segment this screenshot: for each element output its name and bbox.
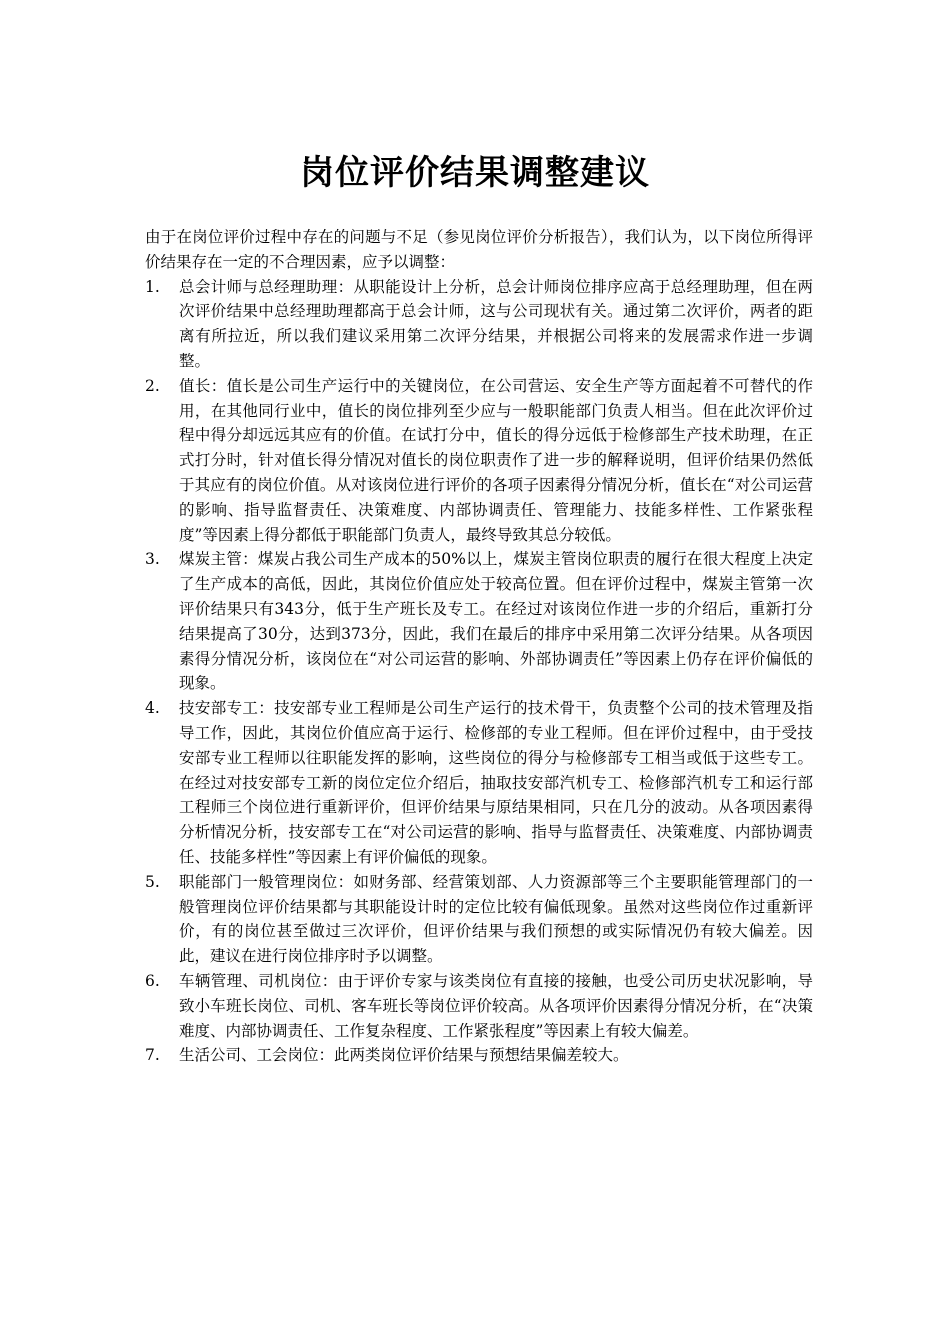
document-body <box>145 225 813 1068</box>
list-item-number: 1. <box>145 277 160 296</box>
list-item-number: 3. <box>145 550 160 569</box>
recommendation-list <box>145 275 813 1069</box>
list-item-text: 生活公司、工会岗位：此两类岗位评价结果与预想结果偏差较大。 <box>179 1046 629 1065</box>
list-item <box>145 969 813 1043</box>
list-item-text: 车辆管理、司机岗位：由于评价专家与该类岗位有直接的接触，也受公司历史状况影响，导致小车班长岗位、司机、客车班长等岗位评价较高。从各项评价因素得分情况分析，在“决策难度、内部协调责任、工作复杂程度、工作紧张程度”等因素上有较大偏差。 <box>179 971 813 1040</box>
list-item-text: 煤炭主管：煤炭占我公司生产成本的50%以上，煤炭主管岗位职责的履行在很大程度上决定了生产成本的高低，因此，其岗位价值应处于较高位置。但在评价过程中，煤炭主管第一次评价结果只有343分，低于生产班长及专工。在经过对该岗位作进一步的介绍后，重新打分结果提高了30分，达到373分，因此，我们在最后的排序中采用第二次评分结果。从各项因素得分情况分析，该岗位在“对公司运营的影响、外部协调责任”等因素上仍存在评价偏低的现象。 <box>179 550 813 693</box>
list-item-number: 2. <box>145 376 160 395</box>
list-item-text: 值长：值长是公司生产运行中的关键岗位，在公司营运、安全生产等方面起着不可替代的作用，在其他同行业中，值长的岗位排列至少应与一般职能部门负责人相当。但在此次评价过程中得分却远远其应有的价值。在试打分中，值长的得分远低于检修部生产技术助理，在正式打分时，针对值长得分情况对值长的岗位职责作了进一步的解释说明，但评价结果仍然低于其应有的岗位价值。从对该岗位进行评价的各项子因素得分情况分析，值长在“对公司运营的影响、指导监督责任、决策难度、内部协调责任、管理能力、技能多样性、工作紧张程度”等因素上得分都低于职能部门负责人，最终导致其总分较低。 <box>179 376 813 544</box>
list-item-text: 总会计师与总经理助理：从职能设计上分析，总会计师岗位排序应高于总经理助理，但在两次评价结果中总经理助理都高于总会计师，这与公司现状有关。通过第二次评价，两者的距离有所拉近，所以我们建议采用第二次评分结果，并根据公司将来的发展需求作进一步调整。 <box>179 277 813 370</box>
list-item-text: 职能部门一般管理岗位：如财务部、经营策划部、人力资源部等三个主要职能管理部门的一般管理岗位评价结果都与其职能设计时的定位比较有偏低现象。虽然对这些岗位作过重新评价，有的岗位甚至做过三次评价，但评价结果与我们预想的或实际情况仍有较大偏差。因此，建议在进行岗位排序时予以调整。 <box>179 872 813 966</box>
intro-paragraph: 由于在岗位评价过程中存在的问题与不足（参见岗位评价分析报告），我们认为，以下岗位所得评价结果存在一定的不合理因素，应予以调整： <box>145 228 813 271</box>
page-title: 岗位评价结果调整建议 <box>300 152 650 193</box>
list-item <box>145 1043 813 1068</box>
list-item-number: 5. <box>145 872 160 891</box>
list-item-number: 4. <box>145 699 160 718</box>
list-item <box>145 696 813 870</box>
list-item <box>145 547 813 696</box>
list-item-number: 7. <box>145 1046 160 1065</box>
list-item <box>145 870 813 969</box>
list-item-text: 技安部专工：技安部专业工程师是公司生产运行的技术骨干，负责整个公司的技术管理及指导工作，因此，其岗位价值应高于运行、检修部的专业工程师。但在评价过程中，由于受技安部专业工程师以往职能发挥的影响，这些岗位的得分与检修部专工相当或低于这些专工。在经过对技安部专工新的岗位定位介绍后，抽取技安部汽机专工、检修部汽机专工和运行部工程师三个岗位进行重新评价，但评价结果与原结果相同，只在几分的波动。从各项因素得分析情况分析，技安部专工在“对公司运营的影响、指导与监督责任、决策难度、内部协调责任、技能多样性”等因素上有评价偏低的现象。 <box>179 699 813 866</box>
list-item-number: 6. <box>145 971 160 990</box>
list-item <box>145 374 813 548</box>
list-item <box>145 275 813 374</box>
